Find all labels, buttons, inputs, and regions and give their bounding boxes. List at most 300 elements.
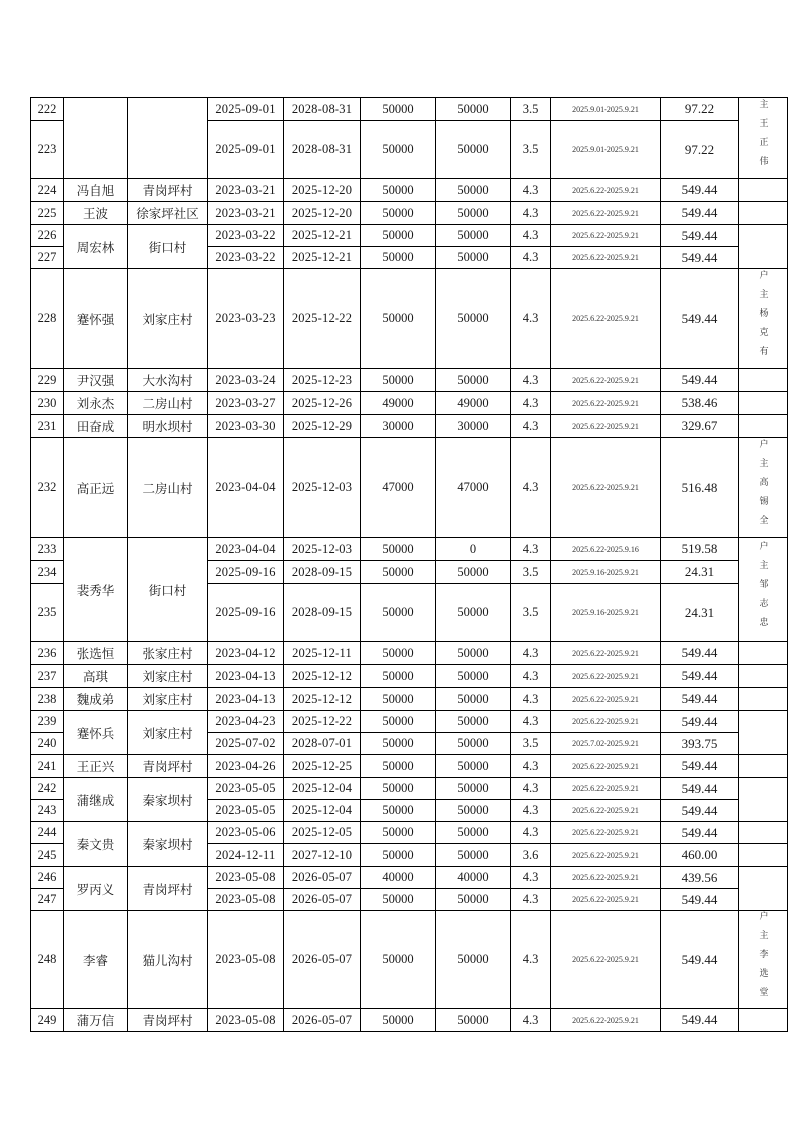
cell-interest-amount-text: 549.44 (681, 824, 718, 840)
cell-village (128, 665, 208, 688)
cell-balance-amount (436, 1009, 511, 1032)
cell-household-head (739, 202, 788, 225)
cell-borrower-name-text: 王正兴 (76, 760, 115, 774)
cell-end-date (284, 778, 361, 800)
cell-seq-number-text: 224 (37, 182, 57, 197)
cell-interest-amount-text: 549.44 (681, 249, 718, 265)
cell-borrower-name (64, 642, 128, 665)
cell-household-head (739, 665, 788, 688)
cell-end-date-text: 2025-12-11 (292, 645, 352, 660)
cell-borrower-name (64, 711, 128, 755)
cell-loan-amount-text: 50000 (382, 205, 414, 220)
cell-start-date-text: 2023-03-30 (215, 418, 276, 433)
cell-borrower-name-text: 蒲继成 (76, 793, 115, 808)
cell-interest-period (551, 225, 661, 247)
cell-seq-number-text: 243 (37, 803, 57, 817)
cell-village (128, 438, 208, 538)
table-row (31, 269, 788, 369)
cell-end-date-text: 2025-12-12 (291, 691, 353, 706)
cell-end-date-text: 2025-12-04 (291, 781, 353, 795)
cell-start-date (208, 642, 284, 665)
cell-loan-amount (361, 392, 436, 415)
cell-household-head (739, 844, 788, 867)
cell-seq-number (31, 438, 64, 538)
cell-end-date (284, 561, 361, 584)
cell-household-head-text: 户主李选堂 (758, 911, 769, 1006)
cell-balance-amount-text: 50000 (457, 825, 489, 839)
cell-borrower-name (64, 665, 128, 688)
cell-household-head (739, 688, 788, 711)
cell-start-date (208, 778, 284, 800)
cell-balance-amount-text: 50000 (457, 668, 489, 683)
cell-interest-period-text: 2025.6.22-2025.9.21 (572, 828, 639, 837)
cell-interest-rate (511, 584, 551, 642)
cell-borrower-name (64, 822, 128, 867)
cell-borrower-name (64, 369, 128, 392)
cell-interest-rate (511, 844, 551, 867)
cell-balance-amount (436, 247, 511, 269)
cell-loan-amount (361, 822, 436, 844)
cell-interest-period-text: 2025.6.22-2025.9.16 (572, 544, 639, 554)
cell-seq-number (31, 202, 64, 225)
cell-household-head (739, 822, 788, 844)
cell-village-text: 张家庄村 (142, 647, 193, 661)
cell-loan-amount (361, 733, 436, 755)
cell-interest-rate-text: 4.3 (522, 541, 539, 556)
cell-household-head (739, 438, 788, 538)
cell-seq-number-text: 227 (37, 250, 57, 264)
table-row (31, 688, 788, 711)
cell-start-date-text: 2023-04-13 (215, 691, 276, 706)
cell-interest-rate-text: 4.3 (522, 691, 539, 706)
cell-seq-number-text: 235 (37, 605, 57, 619)
cell-interest-rate (511, 561, 551, 584)
cell-household-head (739, 225, 788, 269)
cell-interest-rate (511, 642, 551, 665)
cell-loan-amount-text: 50000 (382, 541, 414, 556)
cell-balance-amount-text: 50000 (457, 691, 489, 706)
cell-interest-rate (511, 733, 551, 755)
cell-start-date (208, 202, 284, 225)
cell-end-date (284, 911, 361, 1009)
cell-end-date (284, 584, 361, 642)
cell-start-date (208, 822, 284, 844)
cell-start-date-text: 2023-03-22 (215, 250, 276, 264)
cell-seq-number (31, 369, 64, 392)
cell-start-date-text: 2023-04-04 (215, 480, 276, 494)
cell-balance-amount-text: 50000 (457, 250, 489, 264)
cell-seq-number (31, 415, 64, 438)
cell-loan-amount (361, 755, 436, 778)
cell-interest-period-text: 2025.9.16-2025.9.21 (572, 567, 639, 577)
cell-loan-amount-text: 50000 (382, 781, 414, 795)
cell-interest-amount (661, 711, 739, 733)
table-row (31, 711, 788, 733)
cell-interest-rate-text: 4.3 (522, 892, 539, 906)
cell-loan-amount (361, 1009, 436, 1032)
cell-interest-amount (661, 121, 739, 179)
cell-village-text: 猫儿沟村 (142, 953, 193, 968)
cell-village-text: 青岗坪村 (142, 1014, 193, 1028)
table-row (31, 867, 788, 889)
cell-balance-amount-text: 50000 (457, 205, 489, 220)
cell-interest-rate-text: 3.6 (522, 847, 539, 862)
cell-start-date-text: 2023-04-13 (215, 668, 276, 683)
cell-borrower-name-text: 裴秀华 (76, 583, 115, 598)
cell-balance-amount (436, 733, 511, 755)
cell-village (128, 911, 208, 1009)
cell-interest-amount-text: 549.44 (681, 310, 718, 326)
cell-interest-rate-text: 4.3 (522, 480, 539, 494)
cell-interest-amount (661, 665, 739, 688)
cell-seq-number-text: 228 (37, 311, 57, 325)
cell-borrower-name-text: 秦文贵 (76, 838, 115, 852)
cell-start-date (208, 269, 284, 369)
cell-start-date-text: 2023-04-23 (215, 714, 276, 728)
cell-village (128, 688, 208, 711)
cell-interest-rate (511, 98, 551, 121)
cell-interest-rate-text: 4.3 (522, 781, 539, 795)
cell-balance-amount-text: 50000 (457, 892, 489, 906)
cell-start-date-text: 2023-05-08 (215, 892, 276, 906)
cell-loan-amount (361, 179, 436, 202)
cell-village-text: 秦家坝村 (142, 838, 193, 852)
cell-seq-number-text: 229 (37, 372, 57, 387)
cell-interest-amount (661, 778, 739, 800)
cell-balance-amount (436, 642, 511, 665)
cell-loan-amount-text: 50000 (382, 564, 414, 579)
cell-village (128, 269, 208, 369)
cell-balance-amount (436, 561, 511, 584)
table-row (31, 822, 788, 844)
cell-interest-period-text: 2025.6.22-2025.9.21 (572, 850, 639, 860)
cell-interest-rate (511, 121, 551, 179)
cell-interest-amount-text: 549.44 (681, 227, 718, 243)
cell-seq-number-text: 242 (37, 781, 57, 795)
cell-household-head (739, 867, 788, 911)
cell-interest-period-text: 2025.6.22-2025.9.21 (572, 717, 639, 726)
cell-loan-amount (361, 665, 436, 688)
cell-borrower-name (64, 911, 128, 1009)
cell-interest-period (551, 247, 661, 269)
cell-seq-number (31, 179, 64, 202)
cell-loan-amount-text: 50000 (382, 952, 414, 966)
cell-loan-amount-text: 47000 (382, 480, 414, 494)
cell-balance-amount (436, 438, 511, 538)
cell-interest-period (551, 755, 661, 778)
cell-start-date-text: 2023-03-27 (215, 395, 276, 410)
cell-end-date-text: 2025-12-26 (291, 395, 353, 410)
cell-interest-rate (511, 415, 551, 438)
cell-start-date-text: 2023-03-22 (215, 228, 276, 242)
cell-start-date-text: 2023-03-24 (215, 372, 276, 387)
cell-start-date (208, 438, 284, 538)
cell-interest-amount-text: 549.44 (681, 780, 718, 796)
cell-start-date-text: 2023-04-12 (215, 645, 276, 660)
cell-interest-amount-text: 549.44 (681, 891, 718, 907)
cell-end-date-text: 2025-12-25 (291, 758, 353, 773)
cell-interest-rate (511, 269, 551, 369)
cell-end-date-text: 2025-12-20 (291, 205, 353, 220)
table-row (31, 225, 788, 247)
cell-end-date (284, 538, 361, 561)
cell-borrower-name (64, 225, 128, 269)
cell-interest-period (551, 688, 661, 711)
cell-household-head (739, 911, 788, 1009)
cell-seq-number (31, 561, 64, 584)
cell-village-text: 徐家坪社区 (136, 207, 199, 221)
cell-start-date (208, 1009, 284, 1032)
cell-interest-period-text: 2025.6.22-2025.9.21 (572, 895, 639, 904)
cell-interest-amount-text: 439.56 (681, 869, 718, 885)
cell-start-date-text: 2023-05-05 (215, 781, 276, 795)
cell-borrower-name-text: 刘永杰 (76, 397, 115, 411)
cell-loan-amount-text: 50000 (382, 714, 414, 728)
cell-borrower-name-text: 高琪 (82, 670, 108, 684)
cell-loan-amount-text: 50000 (382, 228, 414, 242)
table-row (31, 778, 788, 800)
cell-balance-amount (436, 800, 511, 822)
cell-end-date (284, 844, 361, 867)
cell-loan-amount (361, 889, 436, 911)
cell-end-date-text: 2028-07-01 (291, 736, 353, 750)
cell-seq-number-text: 246 (37, 870, 57, 884)
cell-interest-amount-text: 549.44 (681, 182, 718, 197)
cell-interest-period (551, 711, 661, 733)
cell-end-date-text: 2025-12-29 (291, 418, 353, 433)
cell-end-date-text: 2025-12-03 (291, 480, 353, 494)
cell-interest-amount (661, 225, 739, 247)
cell-village-text: 青岗坪村 (142, 184, 193, 198)
cell-balance-amount (436, 844, 511, 867)
cell-loan-amount-text: 49000 (382, 395, 414, 410)
cell-balance-amount (436, 665, 511, 688)
cell-loan-amount-text: 50000 (382, 182, 414, 197)
cell-start-date (208, 867, 284, 889)
cell-interest-amount (661, 822, 739, 844)
cell-interest-period (551, 179, 661, 202)
cell-end-date (284, 867, 361, 889)
cell-end-date-text: 2028-08-31 (291, 142, 353, 156)
cell-balance-amount-text: 50000 (457, 952, 489, 966)
cell-end-date-text: 2026-05-07 (291, 1012, 353, 1027)
cell-start-date (208, 415, 284, 438)
cell-balance-amount-text: 47000 (457, 480, 489, 494)
cell-balance-amount (436, 269, 511, 369)
table-body (31, 98, 788, 1032)
cell-borrower-name-text: 王波 (82, 207, 108, 221)
cell-seq-number-text: 231 (37, 418, 57, 433)
cell-end-date-text: 2028-08-31 (291, 101, 353, 116)
cell-borrower-name-text: 高正远 (76, 481, 115, 496)
cell-village (128, 867, 208, 911)
cell-interest-rate-text: 4.3 (522, 418, 539, 433)
cell-interest-period (551, 822, 661, 844)
cell-interest-period-text: 2025.9.16-2025.9.21 (572, 608, 639, 617)
cell-interest-rate (511, 688, 551, 711)
cell-loan-amount-text: 50000 (382, 1012, 414, 1027)
cell-borrower-name (64, 778, 128, 822)
cell-loan-amount-text: 50000 (382, 892, 414, 906)
cell-seq-number (31, 665, 64, 688)
cell-end-date-text: 2025-12-23 (291, 372, 353, 387)
cell-interest-period (551, 889, 661, 911)
cell-loan-amount-text: 50000 (382, 645, 414, 660)
cell-borrower-name (64, 98, 128, 179)
cell-interest-period (551, 121, 661, 179)
cell-end-date (284, 202, 361, 225)
cell-balance-amount-text: 50000 (457, 605, 489, 619)
cell-interest-period (551, 778, 661, 800)
cell-start-date-text: 2023-05-08 (215, 952, 276, 966)
cell-seq-number (31, 121, 64, 179)
cell-start-date (208, 711, 284, 733)
cell-seq-number-text: 237 (37, 668, 57, 683)
cell-start-date-text: 2023-04-04 (215, 541, 276, 556)
cell-end-date-text: 2025-12-05 (291, 825, 353, 839)
cell-end-date (284, 438, 361, 538)
cell-village-text: 明水坝村 (142, 420, 193, 434)
cell-interest-period (551, 800, 661, 822)
loan-interest-table (30, 97, 788, 1032)
cell-interest-period-text: 2025.6.22-2025.9.21 (572, 421, 639, 431)
cell-interest-period (551, 844, 661, 867)
cell-end-date-text: 2027-12-10 (291, 847, 353, 862)
cell-loan-amount (361, 711, 436, 733)
cell-end-date-text: 2025-12-03 (291, 541, 353, 556)
cell-seq-number (31, 867, 64, 889)
cell-interest-period (551, 202, 661, 225)
cell-loan-amount (361, 202, 436, 225)
cell-balance-amount (436, 711, 511, 733)
cell-loan-amount-text: 50000 (382, 372, 414, 387)
cell-interest-rate (511, 392, 551, 415)
cell-loan-amount-text: 40000 (382, 870, 414, 884)
cell-interest-rate (511, 822, 551, 844)
cell-balance-amount-text: 50000 (457, 645, 489, 660)
cell-seq-number (31, 844, 64, 867)
cell-household-head (739, 269, 788, 369)
cell-interest-rate (511, 778, 551, 800)
cell-interest-rate-text: 4.3 (522, 870, 539, 884)
cell-interest-period-text: 2025.6.22-2025.9.21 (572, 1015, 639, 1025)
table-row (31, 98, 788, 121)
cell-seq-number (31, 911, 64, 1009)
cell-balance-amount-text: 50000 (457, 142, 489, 156)
cell-village-text: 街口村 (148, 240, 187, 255)
cell-loan-amount (361, 642, 436, 665)
cell-village (128, 415, 208, 438)
cell-interest-rate-text: 3.5 (522, 564, 539, 579)
cell-village-text: 二房山村 (142, 481, 193, 496)
cell-seq-number-text: 225 (37, 205, 57, 220)
cell-interest-period (551, 438, 661, 538)
cell-borrower-name (64, 755, 128, 778)
table-row (31, 438, 788, 538)
cell-interest-period-text: 2025.6.22-2025.9.21 (572, 208, 639, 218)
cell-interest-amount-text: 549.44 (681, 691, 718, 706)
cell-end-date (284, 369, 361, 392)
cell-loan-amount (361, 369, 436, 392)
cell-interest-amount (661, 98, 739, 121)
cell-interest-period-text: 2025.6.22-2025.9.21 (572, 231, 639, 240)
cell-interest-period-text: 2025.6.22-2025.9.21 (572, 398, 639, 408)
cell-borrower-name (64, 1009, 128, 1032)
cell-seq-number-text: 226 (37, 228, 57, 242)
cell-balance-amount-text: 50000 (457, 1012, 489, 1027)
cell-loan-amount (361, 538, 436, 561)
cell-interest-amount-text: 393.75 (681, 735, 718, 751)
cell-interest-rate (511, 179, 551, 202)
cell-balance-amount (436, 98, 511, 121)
cell-loan-amount-text: 50000 (382, 847, 414, 862)
cell-seq-number (31, 584, 64, 642)
cell-seq-number (31, 755, 64, 778)
cell-interest-period (551, 733, 661, 755)
cell-interest-amount (661, 889, 739, 911)
cell-seq-number (31, 392, 64, 415)
cell-village-text: 街口村 (148, 583, 187, 598)
table-row (31, 415, 788, 438)
cell-interest-amount-text: 538.46 (681, 395, 718, 410)
cell-start-date (208, 121, 284, 179)
cell-seq-number (31, 642, 64, 665)
cell-interest-period (551, 98, 661, 121)
cell-balance-amount (436, 392, 511, 415)
cell-interest-period-text: 2025.6.22-2025.9.21 (572, 671, 639, 681)
cell-interest-rate-text: 4.3 (522, 952, 539, 966)
cell-balance-amount (436, 778, 511, 800)
cell-interest-amount (661, 688, 739, 711)
cell-interest-amount-text: 549.44 (681, 205, 718, 220)
cell-start-date (208, 755, 284, 778)
cell-household-head (739, 179, 788, 202)
cell-interest-rate-text: 4.3 (522, 825, 539, 839)
cell-end-date (284, 889, 361, 911)
cell-seq-number (31, 800, 64, 822)
cell-interest-amount (661, 911, 739, 1009)
cell-interest-period (551, 584, 661, 642)
cell-interest-period (551, 392, 661, 415)
cell-interest-rate-text: 4.3 (522, 1012, 539, 1027)
cell-household-head-text: 主王正伟 (758, 99, 769, 175)
cell-start-date-text: 2023-05-08 (215, 1012, 276, 1027)
cell-interest-rate-text: 4.3 (522, 803, 539, 817)
cell-interest-rate (511, 225, 551, 247)
cell-end-date (284, 733, 361, 755)
cell-seq-number-text: 234 (37, 564, 57, 579)
cell-seq-number (31, 225, 64, 247)
cell-interest-period (551, 415, 661, 438)
cell-interest-amount (661, 392, 739, 415)
cell-household-head (739, 538, 788, 642)
cell-loan-amount-text: 50000 (382, 250, 414, 264)
cell-end-date (284, 800, 361, 822)
cell-interest-rate (511, 665, 551, 688)
cell-interest-rate (511, 538, 551, 561)
cell-seq-number-text: 236 (37, 645, 57, 660)
cell-village (128, 202, 208, 225)
cell-balance-amount-text: 50000 (457, 101, 489, 116)
cell-interest-rate-text: 4.3 (522, 228, 539, 242)
cell-interest-rate (511, 202, 551, 225)
cell-interest-amount-text: 24.31 (684, 564, 715, 579)
cell-borrower-name-text: 蹇怀兵 (76, 726, 115, 741)
cell-end-date (284, 822, 361, 844)
cell-seq-number-text: 248 (37, 952, 57, 966)
cell-seq-number (31, 733, 64, 755)
cell-start-date-text: 2023-05-06 (215, 825, 276, 839)
